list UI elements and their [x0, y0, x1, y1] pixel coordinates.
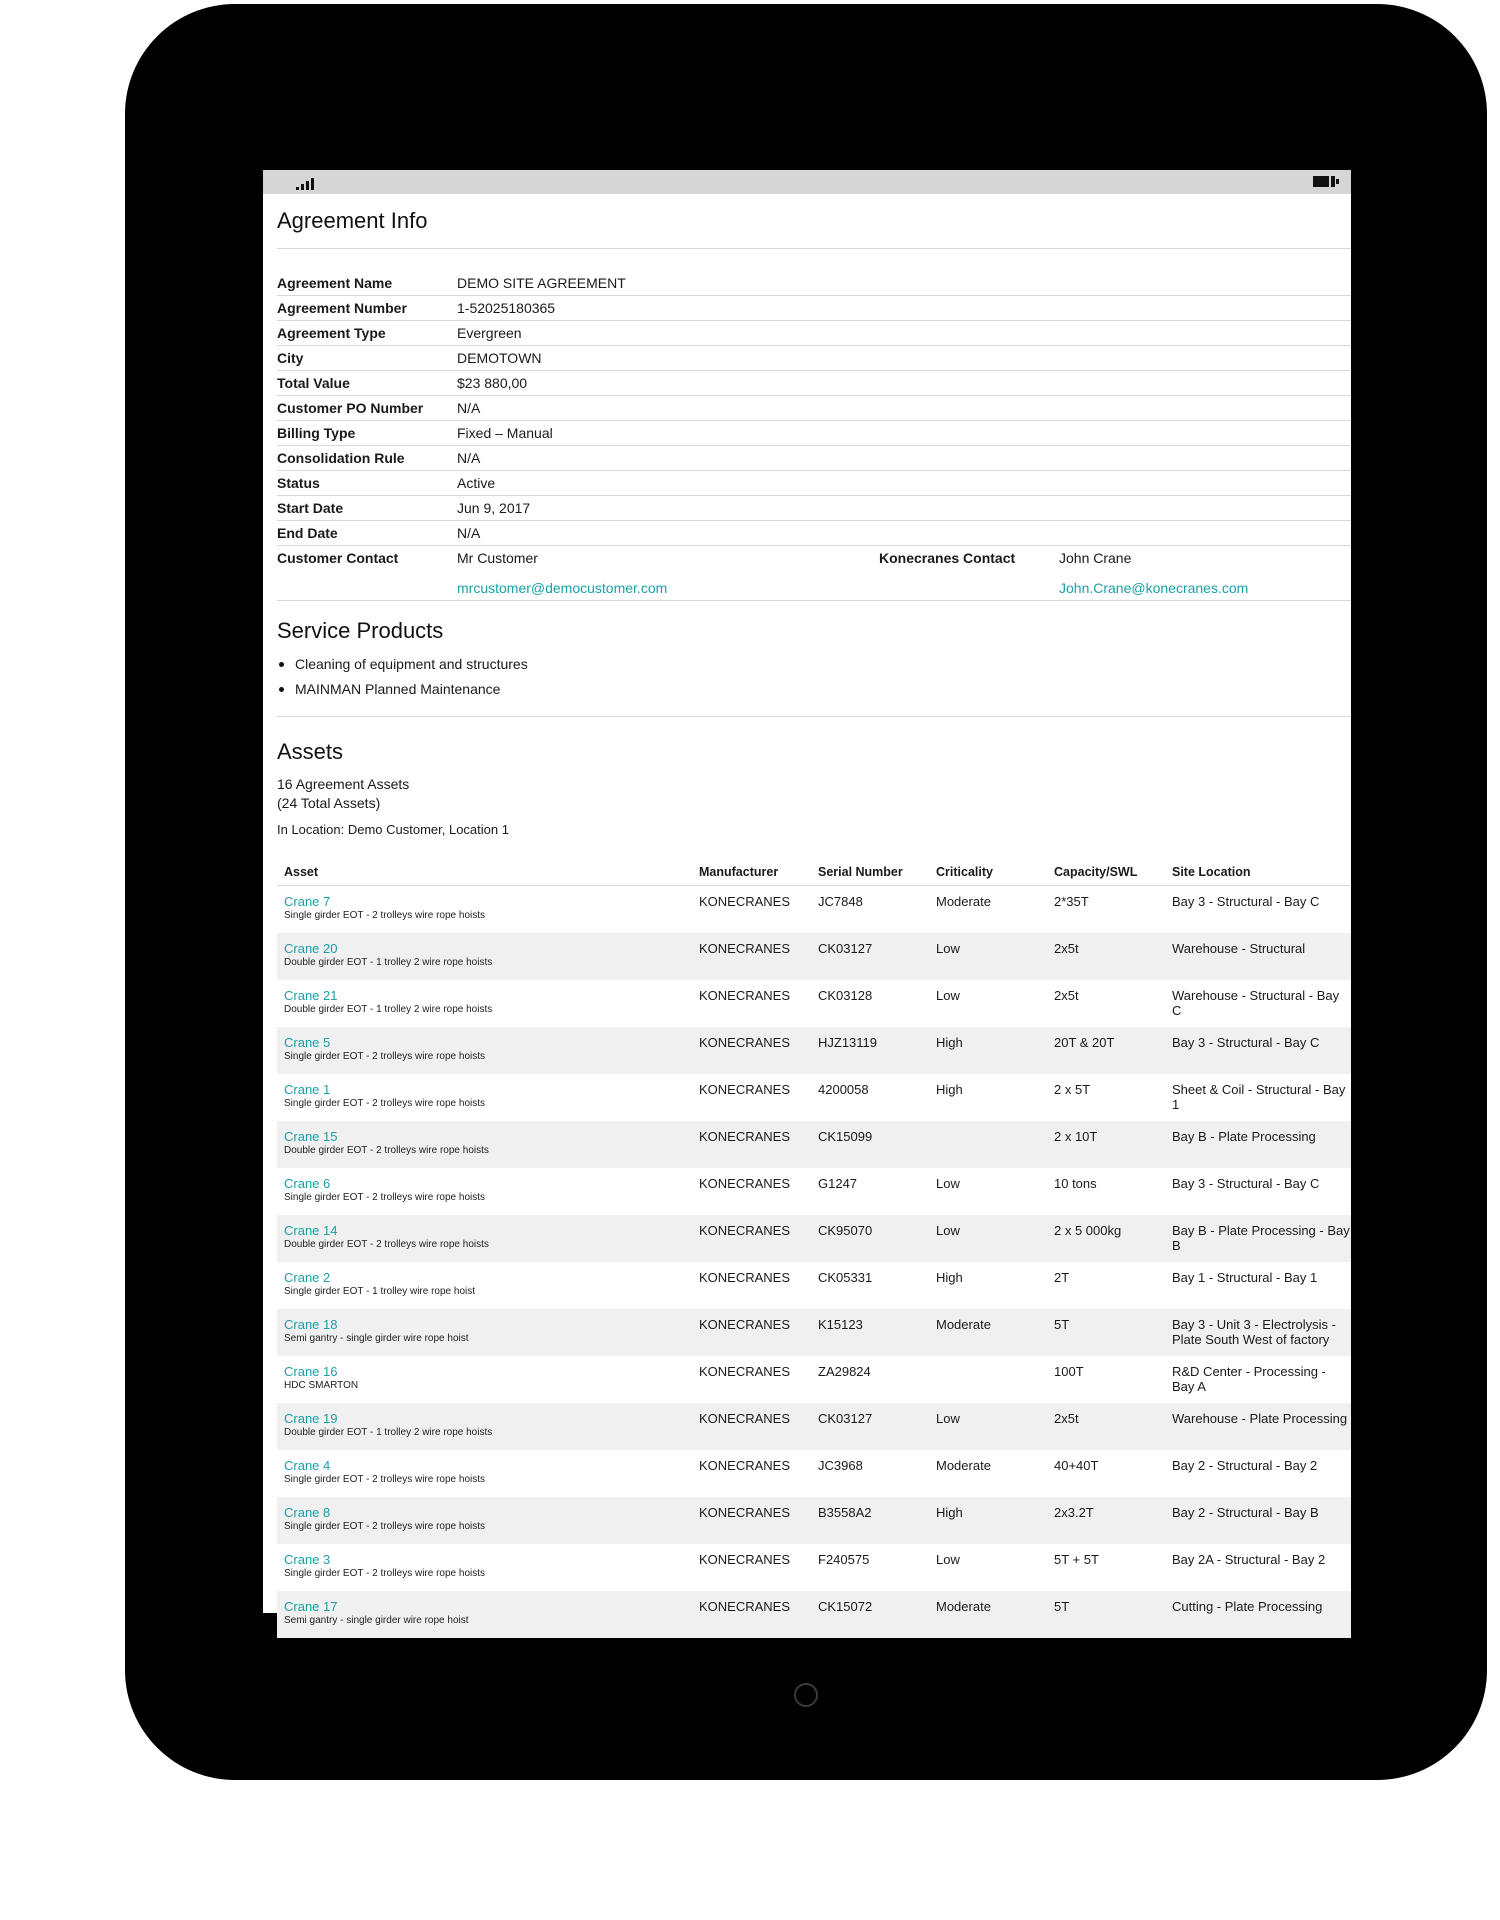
asset-link[interactable]: Crane 18	[284, 1316, 338, 1332]
asset-manufacturer: KONECRANES	[699, 1551, 791, 1567]
asset-link[interactable]: Crane 6	[284, 1175, 331, 1191]
asset-site-location: Cutting - Plate Processing	[1165, 1591, 1351, 1638]
asset-serial-number: CK15072	[811, 1591, 929, 1638]
device-screen	[263, 170, 1351, 1626]
asset-site-location: Bay 2 - Structural - Bay B	[1165, 1497, 1351, 1544]
asset-description: Single girder EOT - 2 trolleys wire rope hoists	[284, 910, 486, 921]
asset-cell	[277, 1168, 692, 1215]
asset-description: Double girder EOT - 1 trolley 2 wire rope hoists	[284, 1003, 493, 1015]
asset-cell	[277, 1356, 692, 1403]
konecranes-contact-email-link[interactable]: John.Crane@konecranes.com	[1059, 580, 1249, 596]
info-value: N/A	[457, 400, 481, 416]
asset-manufacturer: KONECRANES	[699, 1175, 791, 1191]
asset-site-location: Warehouse - Structural	[1165, 933, 1351, 980]
asset-cell	[277, 1450, 692, 1497]
asset-description: Double girder EOT - 1 trolley 2 wire rope hoists	[284, 1426, 493, 1438]
asset-capacity: 2 x 5T	[1054, 1081, 1091, 1097]
info-label: Agreement Type	[277, 325, 386, 341]
asset-cell	[277, 1497, 692, 1544]
table-row[interactable]	[277, 1403, 1351, 1450]
asset-criticality: High	[929, 1027, 1047, 1074]
asset-site-location: Warehouse - Plate Processing	[1165, 1403, 1351, 1450]
contact-row	[277, 546, 1351, 601]
info-value: $23 880,00	[457, 375, 528, 391]
asset-capacity: 5T	[1047, 1591, 1165, 1638]
info-row	[277, 521, 1351, 546]
asset-site-location: Sheet & Coil - Structural - Bay 1	[1172, 1081, 1346, 1112]
info-value: N/A	[457, 525, 481, 541]
asset-description: Single girder EOT - 1 trolley wire rope hoist	[284, 1285, 476, 1297]
asset-capacity: 20T & 20T	[1047, 1027, 1165, 1074]
asset-criticality: High	[936, 1081, 963, 1097]
assets-table	[277, 859, 1351, 1638]
asset-criticality: High	[936, 1269, 963, 1285]
info-value: N/A	[457, 450, 481, 466]
table-row[interactable]	[277, 1356, 1351, 1403]
customer-contact-label: Customer Contact	[277, 550, 399, 566]
asset-manufacturer: KONECRANES	[699, 987, 791, 1003]
asset-cell	[277, 1074, 692, 1121]
asset-site-location: Bay 2 - Structural - Bay 2	[1172, 1457, 1318, 1473]
asset-description: Double girder EOT - 2 trolleys wire rope hoists	[284, 1144, 489, 1156]
info-label: Billing Type	[277, 425, 356, 441]
asset-criticality: Low	[936, 1551, 960, 1567]
asset-serial-number: G1247	[818, 1175, 858, 1191]
info-row	[277, 421, 1351, 446]
table-row[interactable]	[277, 1544, 1351, 1591]
info-label: Total Value	[277, 375, 350, 391]
table-row[interactable]	[277, 933, 1351, 980]
customer-contact-name: Mr Customer	[457, 550, 538, 566]
asset-cell	[277, 1027, 692, 1074]
asset-site-location: Bay 1 - Structural - Bay 1	[1172, 1269, 1318, 1285]
asset-manufacturer: KONECRANES	[692, 1121, 811, 1168]
asset-link[interactable]: Crane 3	[284, 1551, 331, 1567]
info-row	[277, 271, 1351, 296]
asset-link[interactable]: Crane 4	[284, 1457, 331, 1473]
asset-serial-number: JC3968	[818, 1457, 863, 1473]
asset-criticality	[929, 1121, 1047, 1168]
asset-criticality: High	[929, 1497, 1047, 1544]
asset-description: HDC SMARTON	[284, 1379, 359, 1391]
info-label: City	[277, 350, 304, 366]
asset-capacity: 2 x 10T	[1047, 1121, 1165, 1168]
info-label: Customer PO Number	[277, 400, 424, 416]
asset-capacity: 5T + 5T	[1054, 1551, 1099, 1567]
asset-serial-number: CK03128	[818, 987, 873, 1003]
asset-capacity: 5T	[1047, 1309, 1165, 1356]
info-label: Start Date	[277, 500, 344, 516]
service-product-item: MAINMAN Planned Maintenance	[295, 681, 1351, 697]
asset-site-location: Bay 3 - Structural - Bay C	[1165, 1027, 1351, 1074]
asset-description: Single girder EOT - 2 trolleys wire rope hoists	[284, 1473, 486, 1485]
asset-cell	[277, 1262, 692, 1309]
assets-table-header	[277, 859, 1351, 886]
asset-description: Double girder EOT - 2 trolleys wire rope hoists	[284, 1238, 489, 1250]
info-value: Fixed – Manual	[457, 425, 553, 441]
asset-serial-number: B3558A2	[811, 1497, 929, 1544]
asset-site-location: Bay 2A - Structural - Bay 2	[1172, 1551, 1326, 1567]
asset-link[interactable]: Crane 2	[284, 1269, 331, 1285]
table-row[interactable]	[277, 1591, 1351, 1638]
column-header-criticality[interactable]: Criticality	[929, 859, 1047, 886]
asset-serial-number: F240575	[818, 1551, 870, 1567]
asset-serial-number: CK03127	[811, 1403, 929, 1450]
asset-description: Single girder EOT - 2 trolleys wire rope hoists	[284, 1520, 486, 1532]
asset-link[interactable]: Crane 21	[284, 987, 338, 1003]
asset-cell	[277, 933, 692, 980]
info-row	[277, 446, 1351, 471]
table-row[interactable]	[277, 1450, 1351, 1497]
info-value: Jun 9, 2017	[457, 500, 531, 516]
asset-capacity: 2*35T	[1054, 894, 1089, 909]
info-value: DEMO SITE AGREEMENT	[457, 275, 626, 291]
asset-serial-number: CK03127	[811, 933, 929, 980]
asset-capacity: 2T	[1054, 1269, 1070, 1285]
info-row	[277, 346, 1351, 371]
asset-cell	[277, 1403, 692, 1450]
signal-icon	[296, 176, 314, 190]
info-value: 1-52025180365	[457, 300, 556, 316]
asset-description: Single girder EOT - 2 trolleys wire rope hoists	[284, 1097, 486, 1109]
column-header-capacity[interactable]: Capacity/SWL	[1047, 859, 1165, 886]
asset-serial-number: CK15099	[811, 1121, 929, 1168]
asset-site-location: Bay 3 - Structural - Bay C	[1172, 1175, 1320, 1191]
asset-link[interactable]: Crane 19	[284, 1410, 338, 1426]
asset-criticality: Low	[936, 987, 960, 1003]
info-row	[277, 321, 1351, 346]
asset-link[interactable]: Crane 14	[284, 1222, 338, 1238]
asset-manufacturer: KONECRANES	[692, 1309, 811, 1356]
table-row[interactable]	[277, 1497, 1351, 1544]
table-row[interactable]	[277, 1027, 1351, 1074]
asset-manufacturer: KONECRANES	[692, 1215, 811, 1262]
table-row[interactable]	[277, 1074, 1351, 1121]
info-label: End Date	[277, 525, 338, 541]
column-header-site-location[interactable]: Site Location	[1165, 859, 1351, 886]
asset-serial-number: CK05331	[818, 1269, 873, 1285]
info-value: DEMOTOWN	[457, 350, 542, 366]
asset-link[interactable]: Crane 1	[284, 1081, 331, 1097]
asset-link[interactable]: Crane 5	[284, 1034, 331, 1050]
table-row[interactable]	[277, 1168, 1351, 1215]
asset-manufacturer: KONECRANES	[692, 1591, 811, 1638]
info-row	[277, 471, 1351, 496]
battery-icon	[1313, 176, 1339, 187]
asset-site-location: Bay 3 - Unit 3 - Electrolysis - Plate South West of factory	[1165, 1309, 1351, 1356]
asset-criticality: Moderate	[936, 1457, 991, 1473]
asset-link[interactable]: Crane 7	[284, 894, 331, 909]
asset-site-location: Bay B - Plate Processing	[1165, 1121, 1351, 1168]
asset-capacity: 2x3.2T	[1047, 1497, 1165, 1544]
asset-criticality: Moderate	[929, 1309, 1047, 1356]
asset-manufacturer: KONECRANES	[692, 1027, 811, 1074]
asset-serial-number: K15123	[811, 1309, 929, 1356]
assets-count	[277, 775, 1351, 813]
asset-site-location: R&D Center - Processing - Bay A	[1172, 1363, 1326, 1394]
column-header-serial-number[interactable]: Serial Number	[811, 859, 929, 886]
asset-site-location: Bay 3 - Structural - Bay C	[1172, 894, 1320, 909]
asset-link[interactable]: Crane 20	[284, 940, 338, 956]
asset-cell	[277, 1309, 692, 1356]
agreement-info-header	[277, 194, 1351, 249]
customer-contact	[457, 550, 879, 600]
asset-criticality: Low	[929, 1215, 1047, 1262]
asset-capacity: 2 x 5 000kg	[1047, 1215, 1165, 1262]
asset-cell	[277, 980, 692, 1027]
info-value: Evergreen	[457, 325, 522, 341]
asset-link[interactable]: Crane 16	[284, 1363, 338, 1379]
total-assets-count: (24 Total Assets)	[277, 795, 381, 811]
asset-cell	[277, 1215, 692, 1262]
asset-link[interactable]: Crane 8	[284, 1504, 331, 1520]
info-value: Active	[457, 475, 496, 491]
assets-location: In Location: Demo Customer, Location 1	[277, 822, 509, 837]
asset-link[interactable]: Crane 15	[284, 1128, 338, 1144]
asset-manufacturer: KONECRANES	[692, 933, 811, 980]
asset-serial-number: JC7848	[818, 894, 863, 909]
asset-criticality: Moderate	[936, 894, 991, 909]
asset-criticality: Moderate	[929, 1591, 1047, 1638]
asset-criticality: Low	[929, 933, 1047, 980]
asset-cell	[277, 886, 692, 933]
asset-serial-number: ZA29824	[818, 1363, 871, 1379]
asset-description: Semi gantry - single girder wire rope hoist	[284, 1332, 469, 1344]
asset-site-location: Bay B - Plate Processing - Bay B	[1165, 1215, 1351, 1262]
konecranes-contact	[1059, 550, 1351, 600]
table-row[interactable]	[277, 1309, 1351, 1356]
info-row	[277, 496, 1351, 521]
asset-capacity: 2x5t	[1047, 933, 1165, 980]
table-row[interactable]	[277, 1215, 1351, 1262]
asset-description: Semi gantry - single girder wire rope hoist	[284, 1614, 469, 1626]
info-label: Agreement Name	[277, 275, 393, 291]
info-row	[277, 396, 1351, 421]
asset-manufacturer: KONECRANES	[699, 894, 791, 909]
asset-capacity: 100T	[1054, 1363, 1084, 1379]
asset-manufacturer: KONECRANES	[699, 1363, 791, 1379]
asset-serial-number: CK95070	[811, 1215, 929, 1262]
agreement-info-title: Agreement Info	[277, 208, 428, 233]
service-products-title: Service Products	[277, 618, 444, 643]
asset-cell	[277, 1121, 692, 1168]
asset-manufacturer: KONECRANES	[692, 1497, 811, 1544]
table-row[interactable]	[277, 980, 1351, 1027]
info-label: Consolidation Rule	[277, 450, 405, 466]
asset-serial-number: HJZ13119	[811, 1027, 929, 1074]
asset-description: Single girder EOT - 2 trolleys wire rope hoists	[284, 1567, 486, 1579]
asset-manufacturer: KONECRANES	[699, 1081, 791, 1097]
info-label: Status	[277, 475, 320, 491]
service-product-item: Cleaning of equipment and structures	[295, 656, 1351, 672]
column-header-manufacturer[interactable]: Manufacturer	[692, 859, 811, 886]
konecranes-contact-label: Konecranes Contact	[879, 550, 1016, 566]
customer-contact-email-link[interactable]: mrcustomer@democustomer.com	[457, 580, 668, 596]
asset-cell	[277, 1591, 692, 1638]
page-content	[263, 194, 1351, 1638]
status-bar	[263, 170, 1351, 194]
agreement-assets-count: 16 Agreement Assets	[277, 776, 410, 792]
asset-criticality: Low	[929, 1403, 1047, 1450]
asset-description: Single girder EOT - 2 trolleys wire rope hoists	[284, 1191, 486, 1203]
asset-site-location: Warehouse - Structural - Bay C	[1172, 987, 1340, 1018]
home-button[interactable]	[794, 1683, 818, 1707]
asset-manufacturer: KONECRANES	[699, 1269, 791, 1285]
info-row	[277, 371, 1351, 396]
column-header-asset[interactable]: Asset	[277, 859, 692, 886]
konecranes-contact-name: John Crane	[1059, 550, 1132, 566]
assets-title: Assets	[277, 739, 344, 764]
asset-manufacturer: KONECRANES	[692, 1403, 811, 1450]
asset-capacity: 10 tons	[1054, 1175, 1097, 1191]
service-products-list	[277, 656, 1351, 717]
asset-link[interactable]: Crane 17	[284, 1598, 338, 1614]
asset-serial-number: 4200058	[818, 1081, 869, 1097]
asset-capacity: 2x5t	[1054, 987, 1079, 1003]
asset-description: Double girder EOT - 1 trolley 2 wire rope hoists	[284, 956, 493, 968]
asset-description: Single girder EOT - 2 trolleys wire rope hoists	[284, 1050, 486, 1062]
agreement-info-table	[277, 271, 1351, 546]
asset-capacity: 2x5t	[1047, 1403, 1165, 1450]
info-label: Agreement Number	[277, 300, 407, 316]
asset-criticality	[929, 1356, 1047, 1403]
asset-capacity: 40+40T	[1054, 1457, 1099, 1473]
asset-cell	[277, 1544, 692, 1591]
asset-manufacturer: KONECRANES	[699, 1457, 791, 1473]
info-row	[277, 296, 1351, 321]
table-row[interactable]	[277, 886, 1351, 933]
table-row[interactable]	[277, 1262, 1351, 1309]
asset-criticality: Low	[936, 1175, 960, 1191]
table-row[interactable]	[277, 1121, 1351, 1168]
